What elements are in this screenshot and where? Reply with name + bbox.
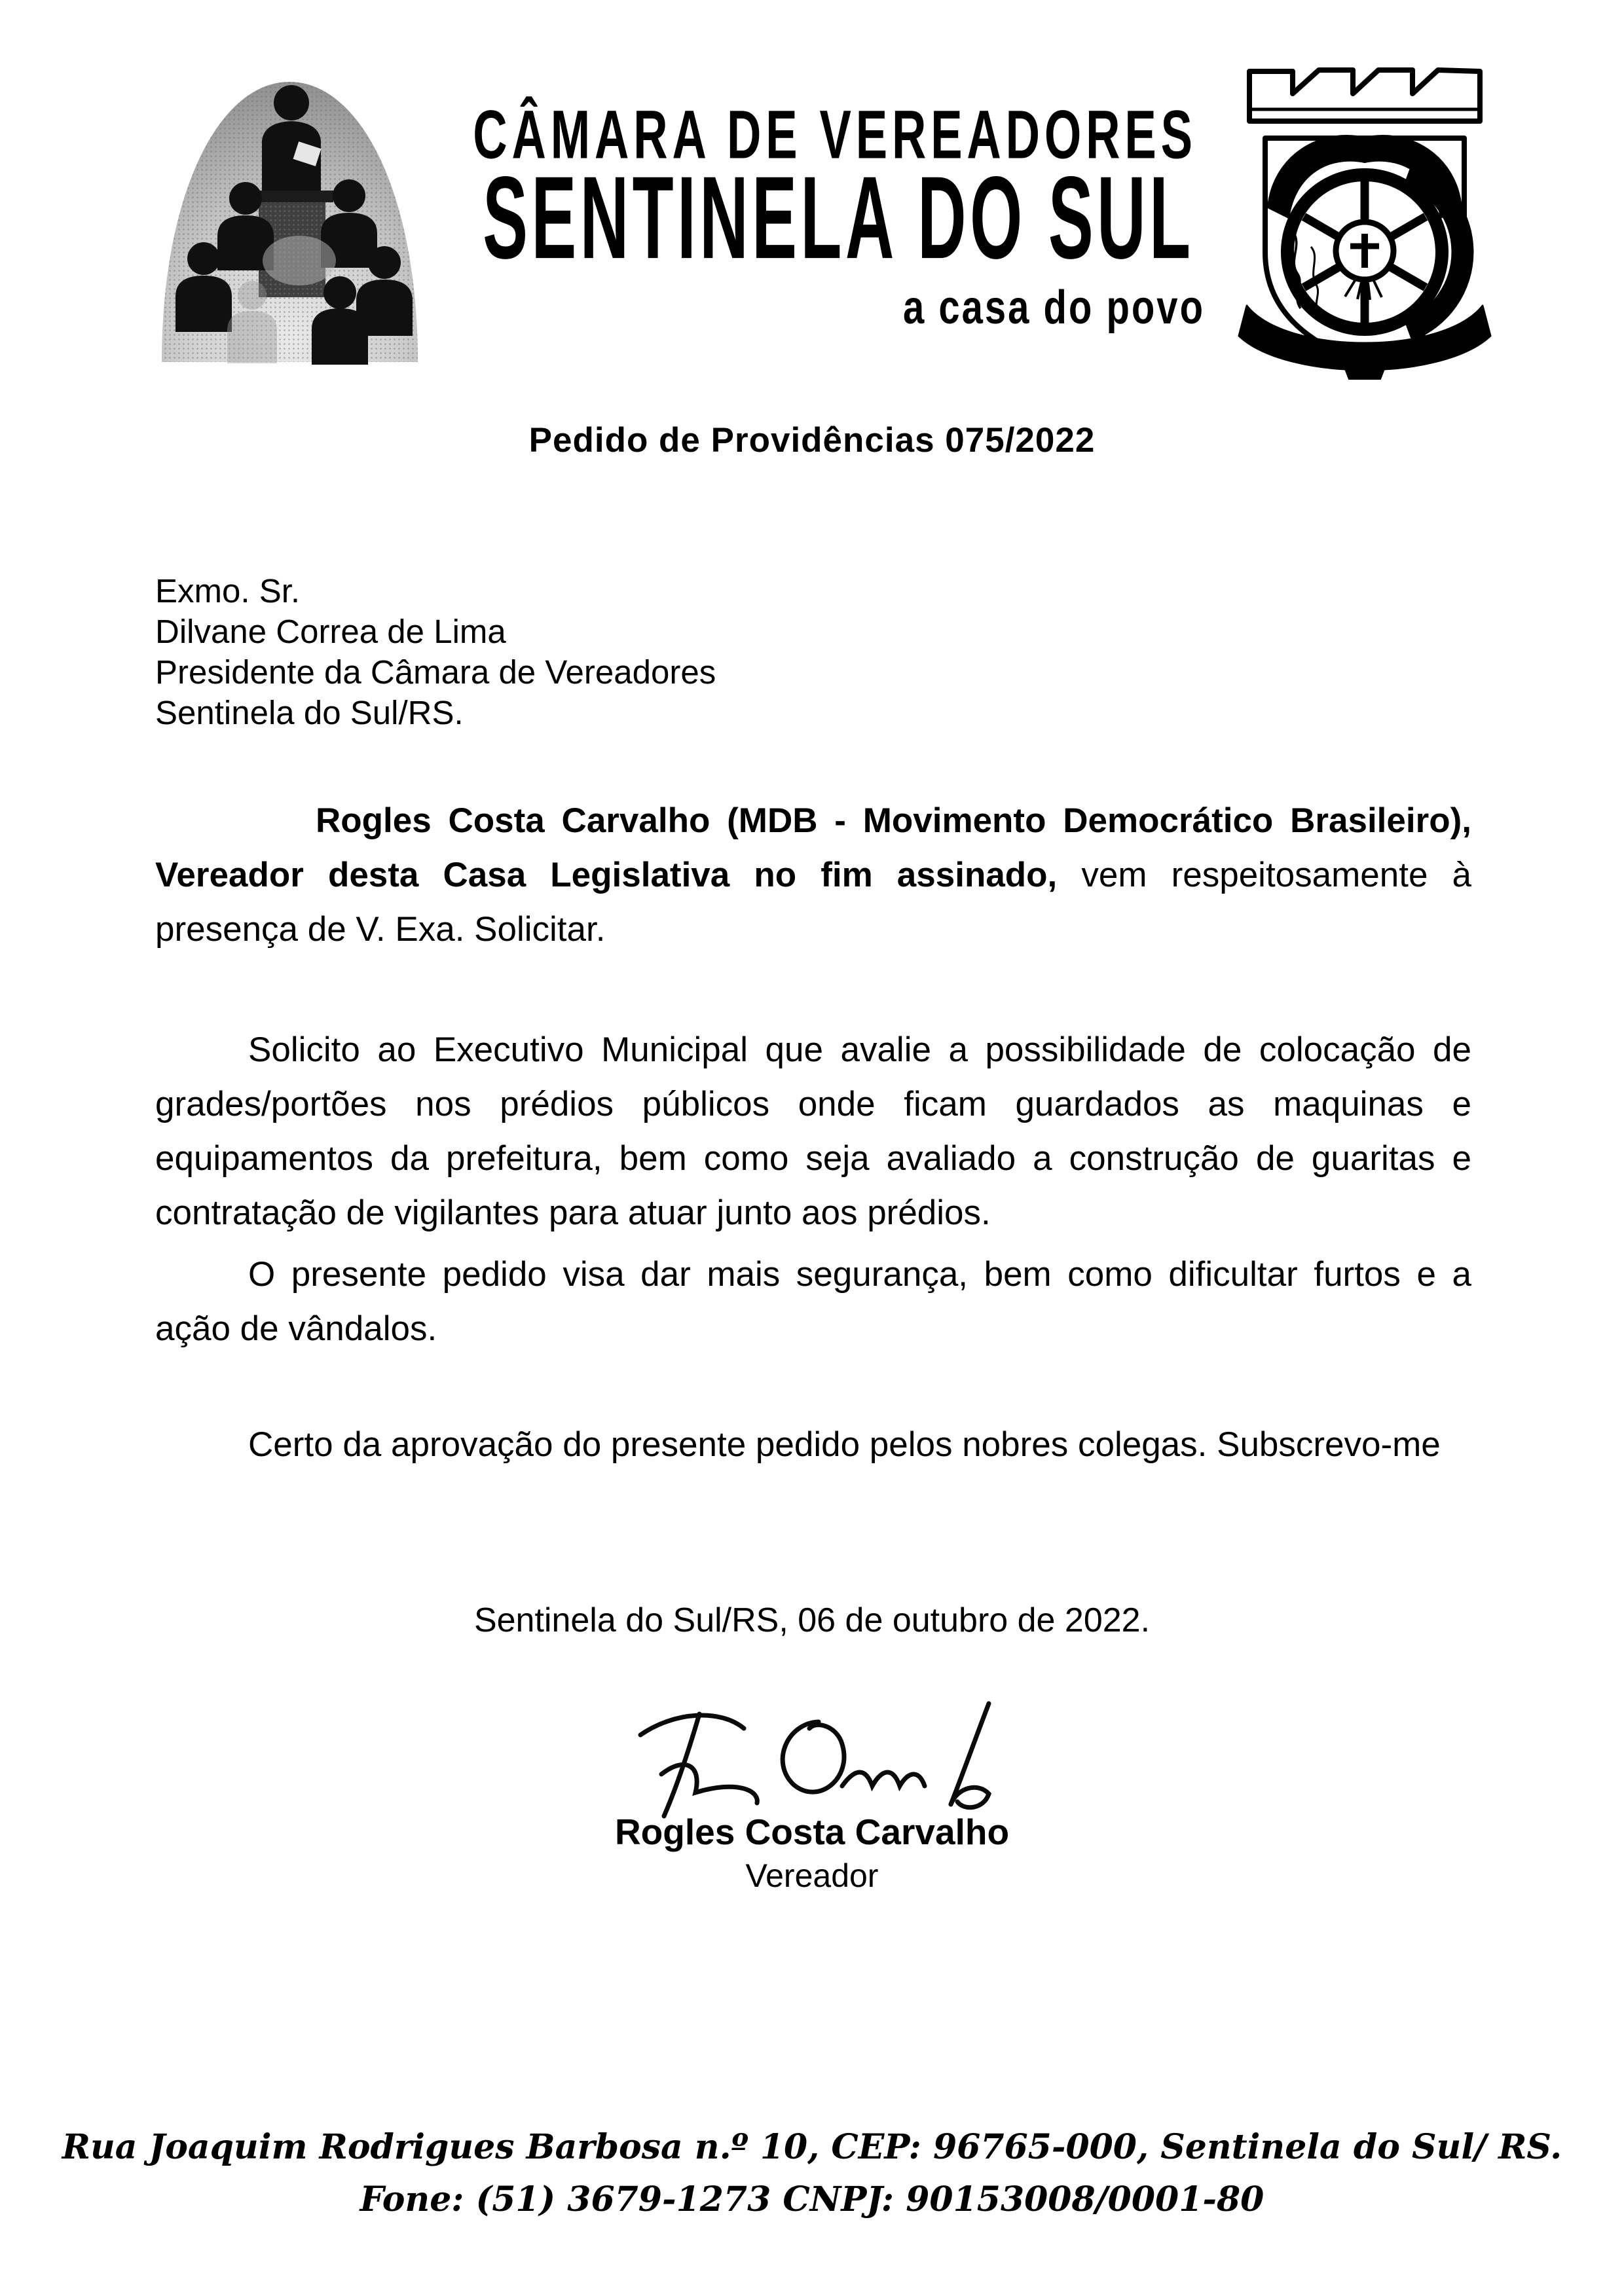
paragraph-closing: Certo da aprovação do presente pedido pelos nobres colegas. Subscrevo-me <box>248 1425 1441 1464</box>
signer-name: Rogles Costa Carvalho <box>614 1812 1010 1852</box>
org-name-line1: CÂMARA DE VEREADORES <box>473 96 1197 173</box>
recipient-city: Sentinela do Sul/RS. <box>155 694 464 731</box>
paragraph-introduction <box>155 793 1471 957</box>
paragraph-introduction-rest: vem respeitosamente à presença de V. Exa. Solicitar. <box>155 856 1472 949</box>
letterfoot <box>0 2121 1624 2226</box>
signer-role: Vereador <box>745 1857 879 1894</box>
coat-of-arms-logo <box>1230 56 1500 381</box>
org-tagline-wrap <box>452 280 1205 335</box>
recipient-salutation: Exmo. Sr. <box>155 572 301 610</box>
org-name-line2-wrap <box>452 152 1218 283</box>
dateline: Sentinela do Sul/RS, 06 de outubro de 2022. <box>473 1601 1151 1639</box>
footer-phone-cnpj: Fone: (51) 3679-1273 CNPJ: 90153008/0001-80 <box>360 2179 1264 2219</box>
org-tagline: a casa do povo <box>902 280 1205 335</box>
org-name-line2: SENTINELA DO SUL <box>483 152 1194 283</box>
paragraph-justification: O presente pedido visa dar mais segurança, bem como dificultar furtos e a ação de vândalos. <box>155 1255 1471 1348</box>
recipient-title: Presidente da Câmara de Vereadores <box>155 653 716 691</box>
recipient-block <box>155 571 716 733</box>
people-assembly-logo <box>154 62 426 370</box>
paragraph-request: Solicito ao Executivo Municipal que avalie a possibilidade de colocação de grades/portões nos prédios públicos onde ficam guardados as maquinas e equipamentos da prefeitura, bem como seja avaliado a construção de guaritas e contratação de vigilantes para atuar junto aos prédios. <box>155 1030 1471 1232</box>
recipient-name: Dilvane Correa de Lima <box>155 613 506 650</box>
handwritten-signature <box>622 1694 1028 1829</box>
document-title: Pedido de Providências 075/2022 <box>528 421 1096 460</box>
paragraph-introduction-bold: Rogles Costa Carvalho (MDB - Movimento Democrático Brasileiro), Vereador desta Casa Legislativa no fim assinado, <box>155 801 1471 894</box>
footer-address: Rua Joaquim Rodrigues Barbosa n.º 10, CEP: 96765-000, Sentinela do Sul/ RS. <box>62 2127 1562 2167</box>
